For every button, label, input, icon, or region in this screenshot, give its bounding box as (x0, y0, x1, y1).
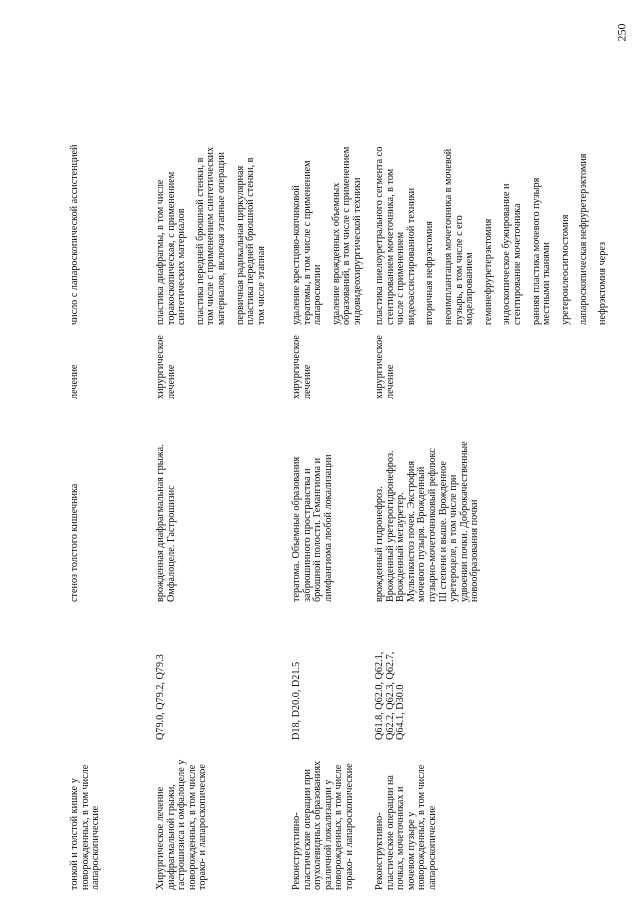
procedure-name-line: торако- и лапароскопические (343, 763, 355, 890)
patient-model-line: врожденная диафрагмальная грыжа. (155, 444, 166, 602)
method-line: числе с применением (395, 231, 407, 325)
icd-codes-line: Q61.8, Q62.0, Q62.1, (374, 651, 385, 740)
procedure-name-line: новорожденных, в том числе (333, 764, 345, 890)
method-line: материалов, включая этапные операции (215, 152, 227, 325)
method-line: геминефруретерэктомия (482, 218, 494, 325)
cell-procedure-name (156, 758, 209, 890)
method-line: синтетических материалов (176, 208, 188, 325)
cell-patient-model (156, 422, 177, 602)
patient-model-line: забрюшинного пространства и (301, 468, 313, 602)
procedures-table (60, 20, 608, 890)
procedure-name-line: пластические операции на (384, 775, 396, 890)
patient-model-line: тератома. Объемные образования (291, 456, 302, 602)
method-line: образований, в том числе с применением (341, 146, 353, 325)
cell-procedure-name (292, 758, 356, 890)
cell-patient-model (292, 422, 334, 602)
method-line: тератомы, в том числе с применением (301, 160, 313, 325)
cell-icd-codes (156, 630, 167, 740)
procedure-name-line: новорожденных, в том числе (416, 764, 428, 890)
method-line: эндовидеохирургической техники (351, 177, 363, 325)
method-line: удаление крестцово-копчиковой (291, 185, 302, 325)
method-line: моделированием (464, 252, 476, 325)
cell-treatment-method (292, 23, 364, 325)
method-line: местными тканями (541, 242, 553, 325)
patient-model-line: мочевого пузыря. Врожденный (416, 466, 428, 602)
patient-model-line: новообразования почки (469, 499, 481, 602)
cell-procedure-name (70, 758, 102, 890)
cell-patient-model (375, 422, 481, 602)
procedure-name-line: пластические операции при (301, 769, 313, 890)
method-line: видеоассистированной техники (405, 187, 417, 325)
method-line: пластика диафрагмы, в том числе (155, 179, 166, 325)
cell-treatment-type (292, 329, 313, 399)
method-line: лапароскопии (312, 264, 324, 325)
procedure-name-line: лапароскопические (90, 805, 102, 890)
method-line: стентирование мочеточника (511, 203, 523, 325)
treatment-type-line: лечение (384, 364, 396, 399)
icd-codes-line: D18, D20.0, D21.5 (291, 661, 302, 740)
treatment-type-line: хирургическое (291, 335, 302, 399)
method-line: пластика пиелоуретрального сегмента со (374, 146, 385, 325)
page-number (610, 12, 634, 52)
treatment-type-line: лечение (165, 364, 177, 399)
cell-treatment-method (375, 23, 609, 325)
procedure-name-line: мочевом пузыре у (405, 811, 417, 890)
icd-codes-line: Q62.2, Q62.3, Q62.7, (384, 651, 396, 740)
patient-model-line: врожденный гидронефроз. (374, 486, 385, 602)
treatment-type-line: лечение (301, 364, 313, 399)
patient-model-line: брюшной полости. Гемангиома и (312, 457, 324, 602)
procedure-name-line: опухолевидных образованиях (312, 760, 324, 890)
method-line: удаление врожденных объемных (330, 182, 342, 325)
cell-procedure-name (375, 758, 439, 890)
procedure-name-line: тонкой и толстой кишке у (69, 778, 80, 890)
procedure-name-line: новорожденных, в том числе (186, 764, 198, 890)
method-line: торакоскопическая, с применением (165, 171, 177, 325)
method-line: том числе с применением синтетических (205, 146, 217, 325)
patient-model-line: Врожденный уретерогидронефроз. (384, 450, 396, 602)
procedure-name-line: новорожденных, в том числе (79, 764, 91, 890)
cell-treatment-method (156, 23, 267, 325)
cell-treatment-type (70, 329, 81, 399)
method-line: том числе этапная (255, 246, 267, 325)
procedure-name-line: Хирургическое лечение (155, 786, 166, 890)
patient-model-line: стеноз толстого кишечника (69, 483, 80, 602)
patient-model-line: Омфалоцеле. Гастрошизис (165, 485, 177, 602)
procedure-name-line: Реконструктивно- (291, 812, 302, 890)
procedure-name-line: диафрагмальной грыжи, (165, 784, 177, 890)
method-line: пластика передней брюшной стенки, в (194, 157, 206, 325)
procedure-name-line: торако- и лапароскопическое (197, 764, 209, 890)
patient-model-line: Мультикистоз почек. Экстрофия (405, 460, 417, 602)
cell-treatment-type (375, 329, 396, 399)
procedure-name-line: различной локализации у (322, 779, 334, 890)
method-line: вторичная нефрэктомия (424, 221, 436, 325)
cell-icd-codes (375, 630, 407, 740)
procedure-name-line: лапароскопические (426, 805, 438, 890)
method-line: стентированием мочеточника, в том (384, 168, 396, 325)
treatment-type-line: хирургическое (155, 335, 166, 399)
patient-model-line: лимфангиома любой локализации (322, 454, 334, 602)
method-line: нефрэктомия через (596, 242, 608, 325)
treatment-type-line: хирургическое (374, 335, 385, 399)
cell-treatment-method (70, 23, 81, 325)
procedure-name-line: Реконструктивно- (374, 812, 385, 890)
procedure-name-line: гастрошизиса и омфалоцеле у (176, 759, 188, 890)
icd-codes-line: Q64.1, D30.0 (395, 684, 407, 740)
icd-codes-line: Q79.0, Q79.2, Q79.3 (155, 654, 166, 740)
method-line: уретероилеосигмостомия (559, 214, 571, 325)
cell-treatment-type (156, 329, 177, 399)
method-line: пузырь, в том числе с его (453, 215, 465, 325)
method-line: лапароскопическая нефруретерэктомия (578, 153, 590, 325)
patient-model-line: удвоении почки. Доброкачественные (458, 441, 470, 602)
method-line: первичная радикальная циркулярная (234, 165, 246, 325)
patient-model-line: пузырно-мочеточниковый рефлюкс (426, 448, 438, 602)
page-number-text: 250 (614, 23, 629, 41)
patient-model-line: III степени и выше. Врожденное (437, 461, 449, 602)
cell-patient-model (70, 422, 81, 602)
method-line: неоимплантация мочеточника в мочевой (442, 148, 454, 325)
method-line: число с лапароскопической ассистенцией (69, 144, 80, 325)
treatment-type-line: лечение (69, 364, 80, 399)
cell-icd-codes (292, 630, 303, 740)
rotated-page (60, 20, 608, 890)
method-line: эндоскопическое бужирование и (501, 183, 513, 325)
patient-model-line: уретероцеле, в том числе при (448, 474, 460, 602)
patient-model-line: Врожденный мегауретер. (395, 492, 407, 602)
method-line: ранняя пластика мочевого пузыря (530, 177, 542, 325)
procedure-name-line: почках, мочеточниках и (395, 786, 407, 890)
method-line: пластика передней брюшной стенки, в (245, 157, 257, 325)
